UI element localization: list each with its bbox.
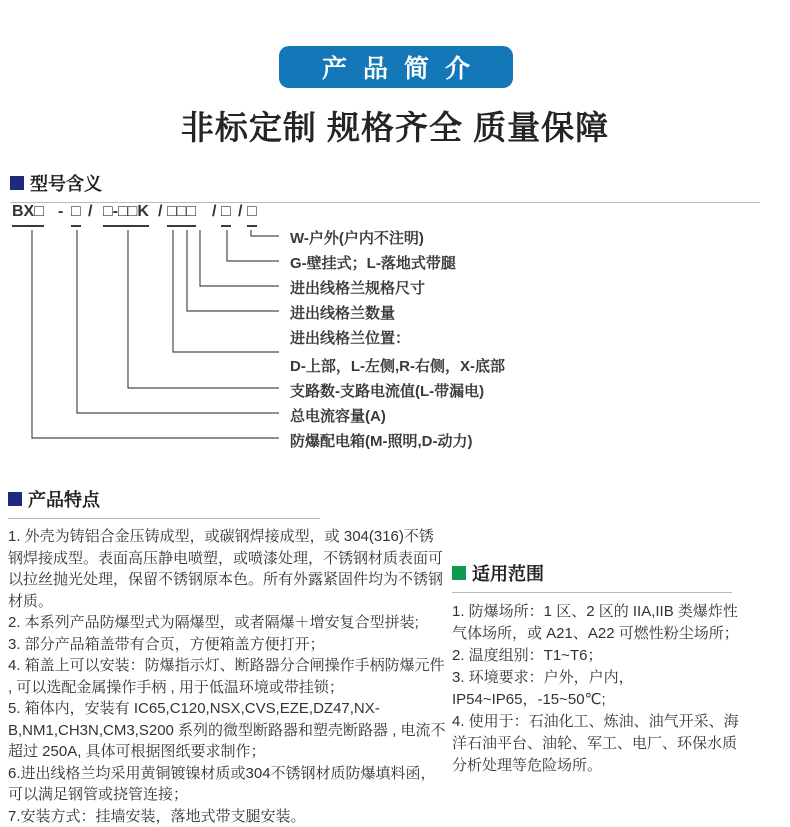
scope-section-header (452, 560, 732, 593)
model-code-gland-boxes: □□□ (167, 203, 196, 227)
model-code-slash: / (212, 203, 216, 227)
feature-item: 6.进出线格兰均采用黄铜镀镍材质或304不锈钢材质防爆填料函，可以满足钢管或挠管连接； (8, 763, 448, 806)
model-section-title: 型号含义 (30, 170, 102, 196)
scope-item: 1. 防爆场所：1 区、2 区的 IIA,IIB 类爆炸性气体场所，或 A21、A22 可燃性粉尘场所； (452, 601, 740, 645)
features-list (8, 526, 448, 827)
scope-section-title: 适用范围 (472, 560, 544, 586)
diagram-label-gland-size: 进出线格兰规格尺寸 (290, 277, 425, 298)
scope-item: 2. 温度组别：T1~T6； (452, 645, 740, 667)
section-bullet-icon (452, 566, 466, 580)
feature-item: 2. 本系列产品防爆型式为隔爆型，或者隔爆＋增安复合型拼装; (8, 612, 448, 634)
diagram-label-mounting: G-壁挂式；L-落地式带腿 (290, 252, 456, 273)
model-code-dash: - (58, 203, 63, 227)
model-code-outdoor-box: □ (247, 203, 257, 227)
model-code-current-box: □ (71, 203, 81, 227)
section-bullet-icon (10, 176, 24, 190)
features-section (8, 486, 448, 827)
scope-list (452, 601, 740, 777)
model-code-slash: / (158, 203, 162, 227)
feature-item: 5. 箱体内，安装有 IC65,C120,NSX,CVS,EZE,DZ47,NX-B,NM1,CH3N,CM3,S200 系列的微型断路器和塑壳断路器 , 电流不超过 250A, 具体可根据图纸要求制作； (8, 698, 448, 763)
model-code-branch-box: □-□□K (103, 203, 149, 227)
diagram-label-gland-count: 进出线格兰数量 (290, 302, 395, 323)
features-section-header (8, 486, 320, 519)
diagram-label-outdoor: W-户外(户内不注明) (290, 227, 424, 248)
scope-item: 4. 使用于：石油化工、炼油、油气开采、海洋石油平台、油轮、军工、电厂、环保水质分析处理等危险场所。 (452, 711, 740, 777)
section-bullet-icon (8, 492, 22, 506)
model-code-slash: / (88, 203, 92, 227)
diagram-label-gland-pos-2: D-上部，L-左侧,R-右侧，X-底部 (290, 355, 505, 376)
feature-item: 7.安装方式：挂墙安装，落地式带支腿安装。 (8, 806, 448, 827)
model-code-diagram (0, 203, 790, 455)
diagram-label-branch: 支路数-支路电流值(L-带漏电) (290, 380, 484, 401)
page-headline: 非标定制 规格齐全 质量保障 (0, 102, 790, 149)
model-code-slash: / (238, 203, 242, 227)
product-intro-banner (279, 46, 513, 88)
scope-section (452, 560, 740, 777)
diagram-label-box-type: 防爆配电箱(M-照明,D-动力) (290, 430, 472, 451)
feature-item: 1. 外壳为铸铝合金压铸成型，或碳钢焊接成型，或 304(316)不锈钢焊接成型。表面高压静电喷塑，或喷漆处理，不锈钢材质表面可以拉丝抛光处理，保留不锈钢原本色。所有外露紧固件均为不锈钢材质。 (8, 526, 448, 612)
model-section-header (10, 170, 760, 203)
diagram-label-total-current: 总电流容量(A) (290, 405, 386, 426)
features-section-title: 产品特点 (28, 486, 100, 512)
model-code-mount-box: □ (221, 203, 231, 227)
model-code-prefix: BX□ (12, 203, 44, 227)
banner-title: 产品简介 (306, 49, 486, 85)
feature-item: 4. 箱盖上可以安装：防爆指示灯、断路器分合闸操作手柄防爆元件 , 可以选配金属操作手柄 , 用于低温环境或带挂锁； (8, 655, 448, 698)
scope-item: 3. 环境要求：户外，户内，IP54~IP65，-15~50℃; (452, 667, 740, 711)
diagram-label-gland-pos: 进出线格兰位置： (290, 327, 410, 348)
feature-item: 3. 部分产品箱盖带有合页，方便箱盖方便打开； (8, 634, 448, 656)
